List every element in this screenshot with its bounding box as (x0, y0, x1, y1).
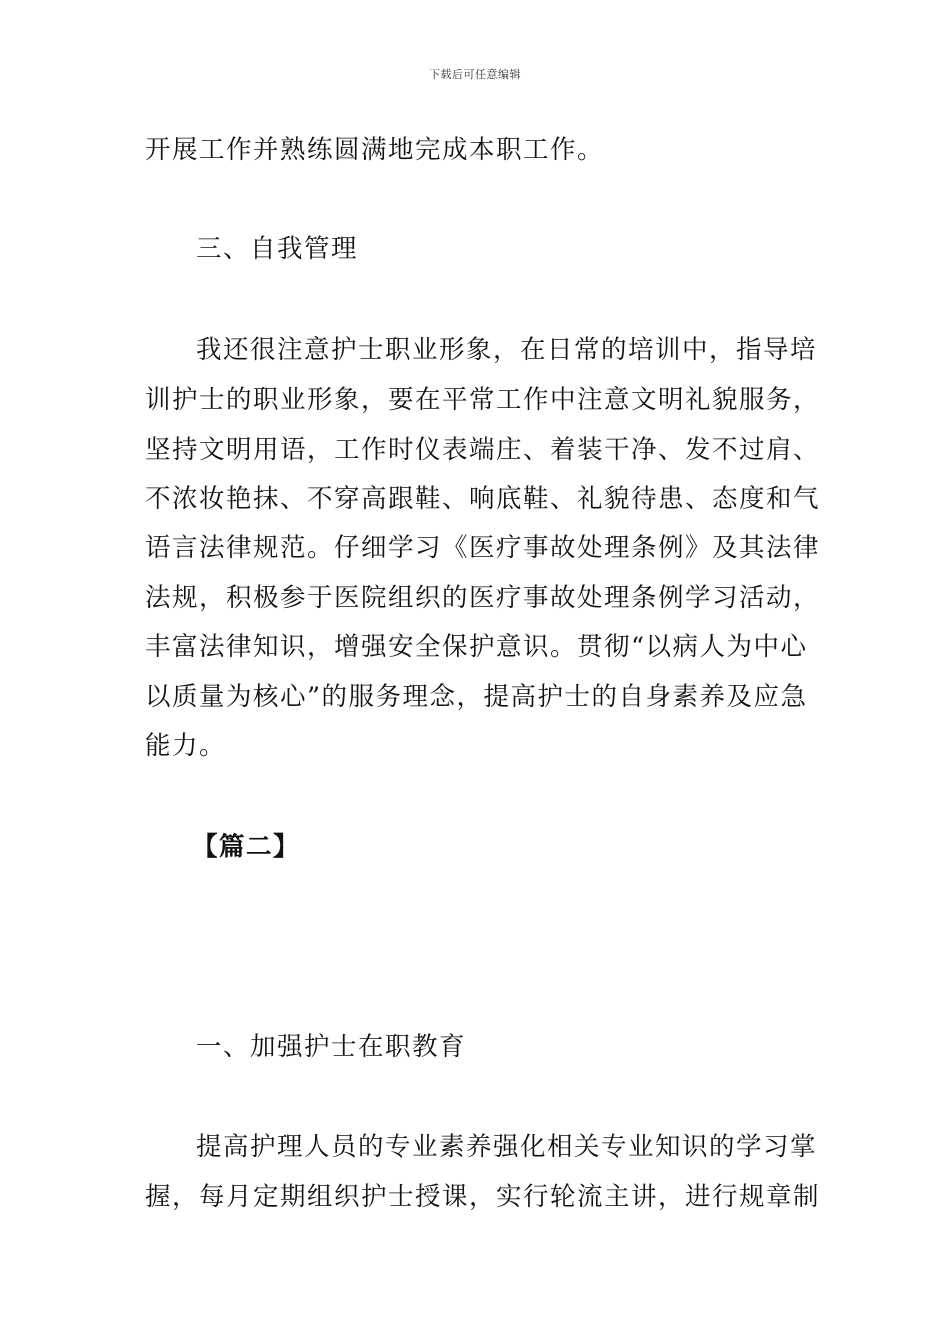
paragraph-line: 不浓妆艳抹、不穿高跟鞋、响底鞋、礼貌待患、态度和气 (145, 484, 821, 514)
paragraph-line: 以质量为核心”的服务理念，提高护士的自身素养及应急 (145, 682, 808, 712)
section-heading-self-management: 三、自我管理 (196, 234, 359, 264)
paragraph-line: 提高护理人员的专业素养强化相关专业知识的学习掌 (196, 1132, 818, 1162)
paragraph-line: 能力。 (145, 731, 227, 761)
paragraph-line: 训护士的职业形象，要在平常工作中注意文明礼貌服务， (145, 385, 821, 415)
paragraph-line: 坚持文明用语，工作时仪表端庄、着装干净、发不过肩、 (145, 435, 821, 465)
section-heading-in-service-education: 一、加强护士在职教育 (196, 1032, 467, 1062)
paragraph-line: 开展工作并熟练圆满地完成本职工作。 (145, 135, 605, 165)
paragraph-line: 法规，积极参于医院组织的医疗事故处理条例学习活动， (145, 583, 821, 613)
paragraph-line: 握，每月定期组织护士授课，实行轮流主讲，进行规章制 (145, 1182, 821, 1212)
paragraph-line: 我还很注意护士职业形象，在日常的培训中，指导培 (196, 335, 818, 365)
paragraph-line: 丰富法律知识，增强安全保护意识。贯彻“以病人为中心 (145, 632, 808, 662)
section-title-part-two: 【篇二】 (192, 832, 301, 862)
paragraph-line: 语言法律规范。仔细学习《医疗事故处理条例》及其法律 (145, 533, 821, 563)
page-header-note: 下载后可任意编辑 (429, 68, 521, 81)
